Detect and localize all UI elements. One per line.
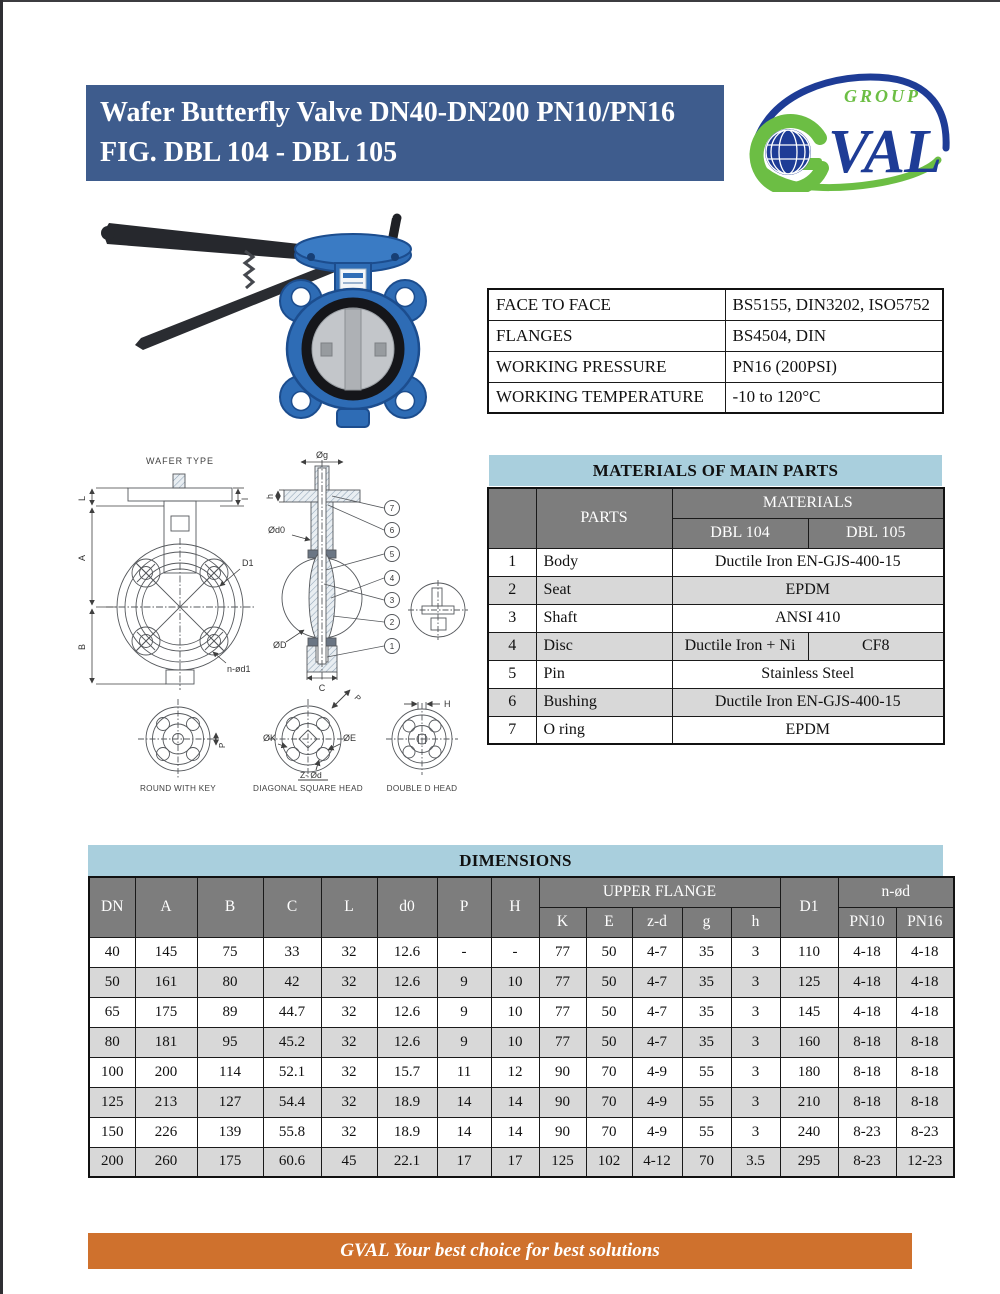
cross-section-drawing [282, 460, 362, 680]
dimension-cell: 8-18 [838, 1087, 896, 1117]
logo-group-text: GROUP [844, 86, 921, 106]
bottom-boss [337, 409, 369, 427]
dimension-row [89, 1027, 954, 1057]
dimension-cell: 181 [135, 1027, 197, 1057]
dimension-cell: 70 [586, 1087, 632, 1117]
dimension-cell: 8-23 [896, 1117, 954, 1147]
view-label-double-d-head: DOUBLE D HEAD [386, 784, 458, 793]
dim-label-oK: ØK [263, 733, 277, 743]
materials-dbl105-header: DBL 105 [808, 518, 944, 548]
dimension-cell: 17 [491, 1147, 539, 1177]
dimension-cell: 295 [780, 1147, 838, 1177]
materials-section-title: MATERIALS OF MAIN PARTS [489, 455, 942, 486]
dim-label-l: l [240, 498, 250, 500]
lever-end [101, 226, 115, 240]
dim-label-h: h [265, 493, 275, 499]
dimension-cell: 175 [197, 1147, 263, 1177]
dimension-cell: 14 [437, 1087, 491, 1117]
part-name: Bushing [536, 688, 672, 716]
dimension-cell: 15.7 [377, 1057, 437, 1087]
dimension-cell: 8-18 [896, 1027, 954, 1057]
dimension-row [89, 1057, 954, 1087]
gval-logo-image [740, 68, 960, 192]
spec-label: WORKING PRESSURE [488, 351, 725, 382]
dimension-cell: 70 [682, 1147, 731, 1177]
dimension-cell: 35 [682, 937, 731, 967]
part-number: 1 [488, 548, 536, 576]
dimension-cell: 125 [539, 1147, 586, 1177]
part-material: ANSI 410 [672, 604, 944, 632]
materials-row [488, 688, 944, 716]
dimension-cell: 35 [682, 997, 731, 1027]
dimension-cell: 4-18 [838, 937, 896, 967]
dim-label-og: Øg [315, 450, 329, 460]
callout-3: 3 [389, 596, 395, 605]
dimension-row [89, 1117, 954, 1147]
document-subtitle: FIG. DBL 104 - DBL 105 [100, 137, 398, 168]
dim-label-P: P [352, 693, 363, 704]
spec-label: FACE TO FACE [488, 289, 725, 320]
dimension-cell: 12.6 [377, 997, 437, 1027]
dim-label-n-od1: n-ød1 [227, 664, 251, 674]
col-header-k: K [539, 907, 586, 937]
dimension-cell: 3 [731, 1087, 780, 1117]
dim-label-C: C [318, 683, 326, 693]
dimension-cell: - [491, 937, 539, 967]
dimensions-table [88, 876, 955, 1178]
dimension-cell: 4-9 [632, 1087, 682, 1117]
part-number: 7 [488, 716, 536, 744]
dimension-cell: 160 [780, 1027, 838, 1057]
dimension-cell: 12.6 [377, 1027, 437, 1057]
spec-value: PN16 (200PSI) [725, 351, 943, 382]
wafer-type-label: WAFER TYPE [145, 456, 215, 466]
disc-stamp-right [375, 343, 386, 356]
dimension-cell: 35 [682, 1027, 731, 1057]
dimension-cell: 18.9 [377, 1087, 437, 1117]
col-header-d1: D1 [780, 877, 838, 937]
dimension-cell: 8-18 [896, 1057, 954, 1087]
dimension-cell: 4-18 [838, 967, 896, 997]
materials-header-row [488, 488, 944, 518]
part-material: Ductile Iron EN-GJS-400-15 [672, 688, 944, 716]
part-material: EPDM [672, 576, 944, 604]
dimension-cell: 3 [731, 1057, 780, 1087]
spec-value: -10 to 120°C [725, 382, 943, 413]
dimension-cell: 50 [586, 967, 632, 997]
shaft-end-views [138, 690, 458, 780]
dimension-cell: 35 [682, 967, 731, 997]
disc-stamp-left [321, 343, 332, 356]
dimension-cell: 60.6 [263, 1147, 321, 1177]
part-number: 3 [488, 604, 536, 632]
dimension-cell: 150 [89, 1117, 135, 1147]
dimension-cell: 55 [682, 1117, 731, 1147]
materials-row [488, 576, 944, 604]
dim-label-oD: ØD [273, 640, 287, 650]
dimension-cell: 226 [135, 1117, 197, 1147]
dimension-cell: 161 [135, 967, 197, 997]
dimension-cell: 70 [586, 1057, 632, 1087]
dimension-cell: 8-18 [838, 1027, 896, 1057]
col-header-p: P [437, 877, 491, 937]
col-header-h2: h [731, 907, 780, 937]
dimension-cell: 12-23 [896, 1147, 954, 1177]
dimension-cell: 200 [135, 1057, 197, 1087]
part-material: Stainless Steel [672, 660, 944, 688]
spec-value: BS5155, DIN3202, ISO5752 [725, 289, 943, 320]
spec-row [488, 351, 943, 382]
dimension-cell: 33 [263, 937, 321, 967]
dimensions-header-row [89, 877, 954, 907]
dimension-cell: 114 [197, 1057, 263, 1087]
page-edge-top [0, 0, 1000, 2]
dimension-cell: 102 [586, 1147, 632, 1177]
col-header-pn10: PN10 [838, 907, 896, 937]
callout-6: 6 [389, 526, 395, 535]
dimension-cell: 10 [491, 1027, 539, 1057]
dimension-cell: 42 [263, 967, 321, 997]
dimensions-table-body [89, 937, 954, 1177]
dimension-cell: 32 [321, 1087, 377, 1117]
valve-photo-image [95, 197, 467, 440]
dimension-cell: 89 [197, 997, 263, 1027]
dimension-cell: 145 [135, 937, 197, 967]
part-material: EPDM [672, 716, 944, 744]
dimension-cell: 55 [682, 1057, 731, 1087]
col-header-e: E [586, 907, 632, 937]
dimension-cell: 80 [197, 967, 263, 997]
dim-label-z-od: Z- Ød [300, 770, 322, 780]
dimension-cell: 11 [437, 1057, 491, 1087]
dimension-cell: 14 [491, 1087, 539, 1117]
spec-label: WORKING TEMPERATURE [488, 382, 725, 413]
dimension-cell: 240 [780, 1117, 838, 1147]
col-header-g: g [682, 907, 731, 937]
col-header-h: H [491, 877, 539, 937]
spec-row [488, 382, 943, 413]
col-header-pn16: PN16 [896, 907, 954, 937]
plate-bolt-right [391, 253, 399, 261]
materials-table [487, 487, 945, 745]
dimension-cell: 3 [731, 937, 780, 967]
dim-label-A: A [77, 554, 87, 561]
materials-materials-header: MATERIALS [672, 488, 944, 518]
valve-product-photo [95, 197, 467, 440]
part-name: Shaft [536, 604, 672, 632]
dimension-cell: 9 [437, 967, 491, 997]
col-header-z-d: z-d [632, 907, 682, 937]
disc-shaft [345, 309, 361, 390]
col-header-l: L [321, 877, 377, 937]
dimension-cell: 9 [437, 997, 491, 1027]
dimension-row [89, 967, 954, 997]
dimension-cell: 4-18 [896, 967, 954, 997]
dimension-cell: 4-7 [632, 967, 682, 997]
dimension-cell: 55 [682, 1087, 731, 1117]
dimension-cell: 8-23 [838, 1147, 896, 1177]
dimension-cell: 200 [89, 1147, 135, 1177]
dimension-cell: 4-7 [632, 997, 682, 1027]
dimension-cell: 77 [539, 937, 586, 967]
spec-label: FLANGES [488, 320, 725, 351]
plate-bolt-left [307, 253, 315, 261]
logo-globe [765, 129, 811, 175]
dimension-cell: 4-18 [838, 997, 896, 1027]
dimension-cell: - [437, 937, 491, 967]
dimension-cell: 22.1 [377, 1147, 437, 1177]
part-material-dbl104: Ductile Iron + Ni [672, 632, 808, 660]
dimension-cell: 139 [197, 1117, 263, 1147]
footer-slogan: GVAL Your best choice for best solutions [340, 1240, 660, 1261]
dimension-cell: 14 [491, 1117, 539, 1147]
dimension-cell: 18.9 [377, 1117, 437, 1147]
dimension-cell: 52.1 [263, 1057, 321, 1087]
dimension-cell: 90 [539, 1117, 586, 1147]
col-header-n-od: n-ød [838, 877, 954, 907]
dimension-cell: 110 [780, 937, 838, 967]
dimension-cell: 180 [780, 1057, 838, 1087]
dimension-cell: 45.2 [263, 1027, 321, 1057]
dimension-cell: 3 [731, 997, 780, 1027]
part-name: Body [536, 548, 672, 576]
dimension-cell: 90 [539, 1087, 586, 1117]
part-number: 5 [488, 660, 536, 688]
dimension-cell: 80 [89, 1027, 135, 1057]
col-header-d0: d0 [377, 877, 437, 937]
dimension-cell: 175 [135, 997, 197, 1027]
dimension-cell: 12.6 [377, 937, 437, 967]
dim-label-B: B [77, 643, 87, 650]
callout-5: 5 [389, 550, 395, 559]
materials-row [488, 632, 944, 660]
callout-7: 7 [389, 504, 395, 513]
dimension-cell: 4-9 [632, 1117, 682, 1147]
dimension-row [89, 997, 954, 1027]
dimension-cell: 95 [197, 1027, 263, 1057]
dimension-cell: 32 [321, 1117, 377, 1147]
neck-label-mark [343, 273, 363, 278]
dimension-cell: 77 [539, 967, 586, 997]
dimension-cell: 70 [586, 1117, 632, 1147]
dimension-cell: 8-18 [838, 1057, 896, 1087]
dimension-cell: 3 [731, 967, 780, 997]
callout-4: 4 [389, 574, 395, 583]
dimension-cell: 77 [539, 997, 586, 1027]
logo-val-text: VAL [828, 118, 941, 186]
col-header-a: A [135, 877, 197, 937]
dimension-cell: 10 [491, 967, 539, 997]
part-number: 2 [488, 576, 536, 604]
dim-label-H: H [444, 699, 451, 709]
callout-1: 1 [389, 642, 395, 651]
document-header [86, 85, 724, 181]
dimension-cell: 32 [321, 937, 377, 967]
footer-banner [88, 1233, 912, 1269]
dimension-cell: 213 [135, 1087, 197, 1117]
dim-label-L: L [77, 495, 87, 501]
col-header-dn: DN [89, 877, 135, 937]
col-header-upper-flange: UPPER FLANGE [539, 877, 780, 907]
dimension-cell: 77 [539, 1027, 586, 1057]
dimension-cell: 4-18 [896, 937, 954, 967]
dimension-cell: 50 [586, 937, 632, 967]
part-name: Seat [536, 576, 672, 604]
dimension-cell: 3 [731, 1027, 780, 1057]
dimension-cell: 14 [437, 1117, 491, 1147]
dimension-cell: 8-23 [838, 1117, 896, 1147]
col-header-b: B [197, 877, 263, 937]
dim-label-od0: Ød0 [268, 525, 286, 535]
dimension-cell: 50 [586, 1027, 632, 1057]
part-name: Pin [536, 660, 672, 688]
dimension-row [89, 937, 954, 967]
detail-view-drawing [408, 580, 468, 640]
dimension-cell: 210 [780, 1087, 838, 1117]
dimension-row [89, 1147, 954, 1177]
dimension-cell: 3 [731, 1117, 780, 1147]
dimension-row [89, 1087, 954, 1117]
view-label-round-with-key: ROUND WITH KEY [139, 784, 217, 793]
part-name: O ring [536, 716, 672, 744]
materials-row [488, 548, 944, 576]
dimension-cell: 32 [321, 1027, 377, 1057]
dimension-cell: 75 [197, 937, 263, 967]
dim-label-P-key: P [218, 742, 227, 748]
materials-dbl104-header: DBL 104 [672, 518, 808, 548]
dimension-cell: 40 [89, 937, 135, 967]
dimension-cell: 10 [491, 997, 539, 1027]
dimension-cell: 4-7 [632, 937, 682, 967]
dimension-cell: 260 [135, 1147, 197, 1177]
spec-table [487, 288, 944, 414]
dimension-cell: 125 [89, 1087, 135, 1117]
dimension-cell: 8-18 [896, 1087, 954, 1117]
dimension-cell: 55.8 [263, 1117, 321, 1147]
drawings-image [70, 450, 485, 795]
part-number: 6 [488, 688, 536, 716]
handle-spring [245, 251, 253, 288]
part-name: Disc [536, 632, 672, 660]
dim-label-D1: D1 [242, 558, 254, 568]
dimension-cell: 125 [780, 967, 838, 997]
dimension-cell: 65 [89, 997, 135, 1027]
dimension-cell: 3.5 [731, 1147, 780, 1177]
dimension-cell: 127 [197, 1087, 263, 1117]
dimension-cell: 4-18 [896, 997, 954, 1027]
dimension-cell: 50 [586, 997, 632, 1027]
dimension-cell: 90 [539, 1057, 586, 1087]
part-material-dbl105: CF8 [808, 632, 944, 660]
part-material: Ductile Iron EN-GJS-400-15 [672, 548, 944, 576]
document-title: Wafer Butterfly Valve DN40-DN200 PN10/PN16 [100, 97, 675, 128]
dimension-cell: 32 [321, 967, 377, 997]
spec-value: BS4504, DIN [725, 320, 943, 351]
spec-row [488, 289, 943, 320]
materials-row [488, 716, 944, 744]
gval-logo [740, 68, 960, 192]
materials-row [488, 660, 944, 688]
dimension-cell: 12 [491, 1057, 539, 1087]
dimension-cell: 100 [89, 1057, 135, 1087]
dimension-cell: 145 [780, 997, 838, 1027]
callout-bubbles [385, 501, 400, 654]
dimension-cell: 54.4 [263, 1087, 321, 1117]
stop-knob-cap [393, 214, 402, 223]
dimension-cell: 32 [321, 997, 377, 1027]
dimension-cell: 17 [437, 1147, 491, 1177]
dimension-cell: 44.7 [263, 997, 321, 1027]
dimension-cell: 4-7 [632, 1027, 682, 1057]
page-edge-left [0, 0, 3, 1294]
part-number: 4 [488, 632, 536, 660]
view-label-diagonal-square-head: DIAGONAL SQUARE HEAD [253, 784, 363, 793]
dimension-cell: 50 [89, 967, 135, 997]
technical-drawings [70, 450, 485, 795]
col-header-c: C [263, 877, 321, 937]
dimension-cell: 9 [437, 1027, 491, 1057]
dimension-cell: 4-12 [632, 1147, 682, 1177]
materials-row [488, 604, 944, 632]
callout-2: 2 [389, 618, 395, 627]
dimension-cell: 45 [321, 1147, 377, 1177]
dimension-cell: 12.6 [377, 967, 437, 997]
dimension-cell: 4-9 [632, 1057, 682, 1087]
materials-number-header [488, 488, 536, 548]
dimension-cell: 32 [321, 1057, 377, 1087]
dim-label-oE: ØE [343, 733, 357, 743]
dimensions-section-title: DIMENSIONS [88, 845, 943, 876]
spec-row [488, 320, 943, 351]
materials-parts-header: PARTS [536, 488, 672, 548]
